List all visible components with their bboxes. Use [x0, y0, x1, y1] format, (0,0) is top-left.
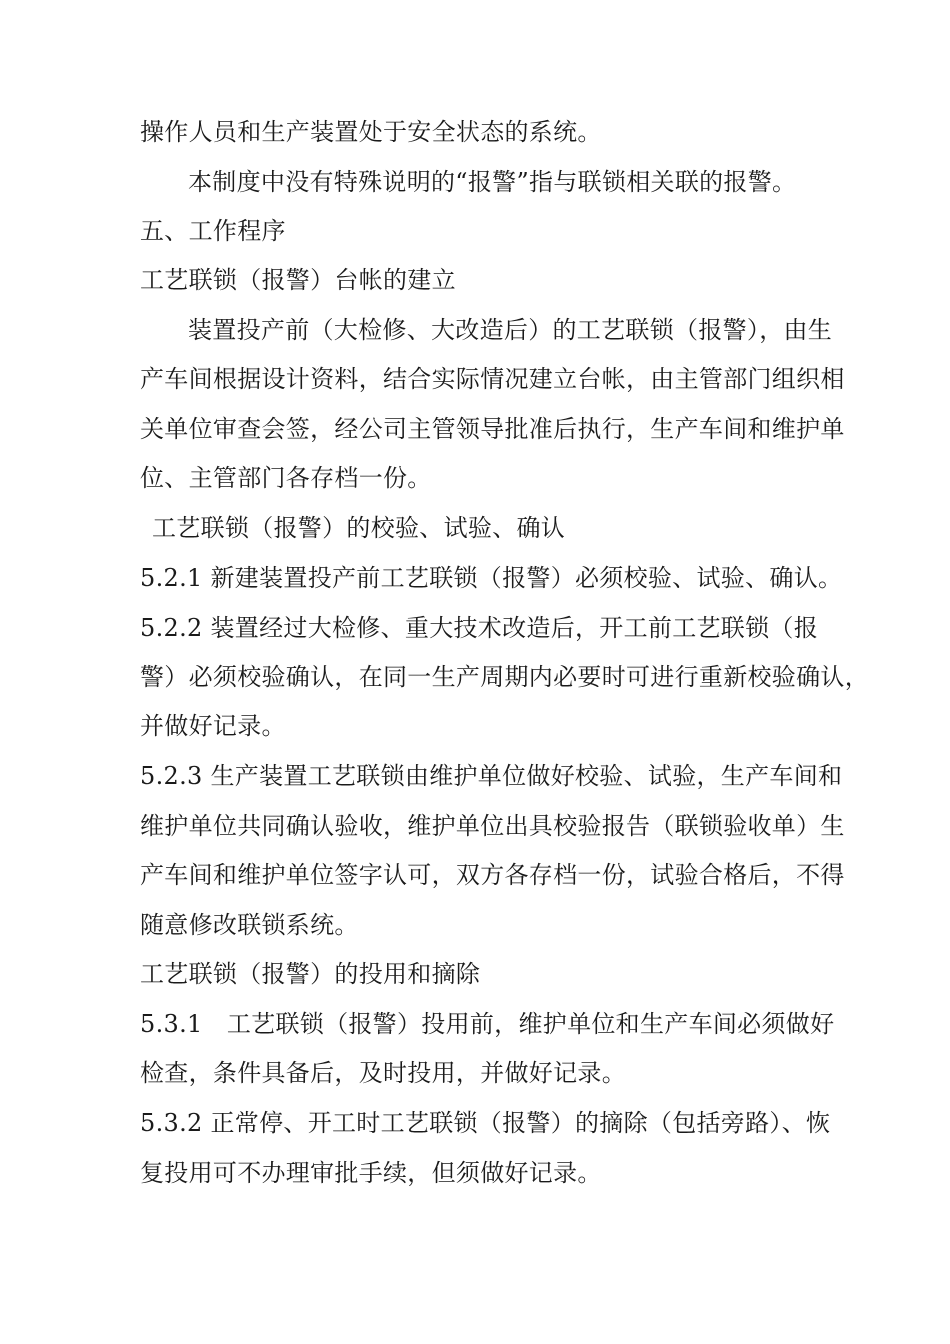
text-line-22: 复投用可不办理审批手续，但须做好记录。	[140, 1159, 602, 1187]
text-line-21: 5.3.2 正常停、开工时工艺联锁（报警）的摘除（包括旁路）、恢	[140, 1109, 831, 1137]
text-line-2: 本制度中没有特殊说明的“报警”指与联锁相关联的报警。	[188, 168, 797, 196]
text-line-6: 产车间根据设计资料，结合实际情况建立台帐，由主管部门组织相	[140, 365, 845, 393]
text-line-15: 维护单位共同确认验收，维护单位出具校验报告（联锁验收单）生	[140, 812, 845, 840]
text-line-10: 5.2.1 新建装置投产前工艺联锁（报警）必须校验、试验、确认。	[140, 564, 843, 592]
text-line-5: 装置投产前（大检修、大改造后）的工艺联锁（报警），由生	[188, 316, 833, 344]
text-line-17: 随意修改联锁系统。	[140, 911, 359, 939]
text-line-11: 5.2.2 装置经过大检修、重大技术改造后，开工前工艺联锁（报	[140, 614, 818, 642]
subheading-activation: 工艺联锁（报警）的投用和摘除	[140, 960, 481, 988]
text-line-1: 操作人员和生产装置处于安全状态的系统。	[140, 118, 602, 146]
subheading-ledger: 工艺联锁（报警）台帐的建立	[140, 266, 456, 294]
text-line-13: 并做好记录。	[140, 712, 286, 740]
text-line-19: 5.3.1 工艺联锁（报警）投用前，维护单位和生产车间必须做好	[140, 1010, 835, 1038]
text-line-14: 5.2.3 生产装置工艺联锁由维护单位做好校验、试验，生产车间和	[140, 762, 843, 790]
subheading-verification: 工艺联锁（报警）的校验、试验、确认	[152, 514, 566, 542]
text-line-20: 检查，条件具备后，及时投用，并做好记录。	[140, 1059, 626, 1087]
text-line-7: 关单位审查会签，经公司主管领导批准后执行，生产车间和维护单	[140, 415, 845, 443]
text-line-16: 产车间和维护单位签字认可，双方各存档一份，试验合格后，不得	[140, 861, 845, 889]
section-heading-5: 五、工作程序	[140, 217, 286, 245]
text-line-8: 位、主管部门各存档一份。	[140, 464, 432, 492]
text-line-12: 警）必须校验确认，在同一生产周期内必要时可进行重新校验确认，	[140, 663, 869, 691]
